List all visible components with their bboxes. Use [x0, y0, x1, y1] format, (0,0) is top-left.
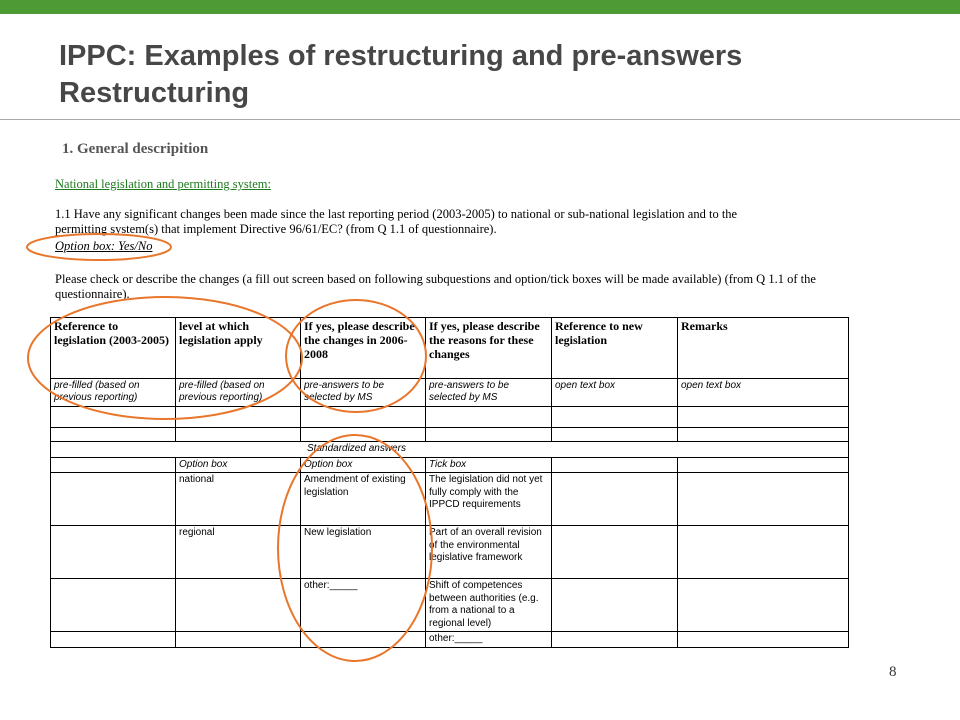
answer-level: regional: [176, 526, 301, 579]
option-box-yes-no: Option box: Yes/No: [55, 239, 153, 253]
table-cell: [176, 407, 301, 428]
table-cell: [552, 457, 678, 473]
table-cell: [552, 473, 678, 526]
table-cell: [552, 632, 678, 648]
cell-prefilled: pre-filled (based on previous reporting): [51, 379, 176, 407]
table-cell: [678, 457, 849, 473]
table-cell: [51, 473, 176, 526]
title-line-2: Restructuring: [59, 77, 250, 109]
answer-level: [176, 632, 301, 648]
table-row: [51, 579, 849, 632]
top-accent-bar: [0, 0, 960, 14]
answer-level: national: [176, 473, 301, 526]
answer-reason: Part of an overall revision of the environmental legislative framework: [426, 526, 552, 579]
table-row: [51, 442, 849, 458]
table-cell: [678, 579, 849, 632]
table-cell: [51, 526, 176, 579]
header-describe-reasons: If yes, please describe the reasons for these changes: [426, 318, 552, 379]
header-remarks: Remarks: [678, 318, 849, 379]
table-cell: [301, 428, 426, 442]
section-heading: 1. General descripition: [62, 141, 209, 157]
table-cell: [678, 473, 849, 526]
cell-open-text-box: open text box: [678, 379, 849, 407]
table-cell: [678, 407, 849, 428]
legislation-table-header-row: [51, 318, 849, 379]
page-number: 8: [889, 664, 897, 680]
table-row: [51, 407, 849, 428]
table-row: [51, 473, 849, 526]
table-row: [51, 379, 849, 407]
table-cell: [51, 407, 176, 428]
check-instruction-line-1: Please check or describe the changes (a fill out screen based on following subquestions and option/tick boxes will be made available) (from Q 1.1 of the: [55, 272, 816, 286]
table-cell: [552, 579, 678, 632]
cell-pre-answers: pre-answers to be selected by MS: [426, 379, 552, 407]
table-row: [51, 428, 849, 442]
table-cell: [426, 428, 552, 442]
table-cell: [678, 428, 849, 442]
header-reference-new-legislation: Reference to new legislation: [552, 318, 678, 379]
answer-reason: The legislation did not yet fully comply with the IPPCD requirements: [426, 473, 552, 526]
check-instruction-line-2: questionnaire).: [55, 287, 130, 301]
table-cell: [552, 407, 678, 428]
answer-change: [301, 632, 426, 648]
table-cell: [678, 526, 849, 579]
table-row: [51, 457, 849, 473]
header-reference-to-legislation: Reference to legislation (2003-2005): [51, 318, 176, 379]
table-cell: [51, 632, 176, 648]
table-cell: [51, 428, 176, 442]
cell-open-text-box: open text box: [552, 379, 678, 407]
answer-level: [176, 579, 301, 632]
type-tick-box: Tick box: [426, 457, 552, 473]
table-cell: [51, 457, 176, 473]
answer-reason: Shift of competences between authorities (e.g. from a national to a regional level): [426, 579, 552, 632]
table-row: [51, 526, 849, 579]
answer-change: New legislation: [301, 526, 426, 579]
table-row: [51, 632, 849, 648]
table-cell: [678, 632, 849, 648]
answer-change: Amendment of existing legislation: [301, 473, 426, 526]
answer-change: other:_____: [301, 579, 426, 632]
type-option-box: Option box: [301, 457, 426, 473]
cell-pre-answers: pre-answers to be selected by MS: [301, 379, 426, 407]
header-level-of-legislation: level at which legislation apply: [176, 318, 301, 379]
title-line-1: IPPC: Examples of restructuring and pre-answers: [59, 40, 743, 72]
table-cell: [552, 428, 678, 442]
answer-reason: other:_____: [426, 632, 552, 648]
table-cell: [176, 428, 301, 442]
title-divider: [0, 119, 960, 120]
table-cell: [51, 579, 176, 632]
type-option-box: Option box: [176, 457, 301, 473]
national-legislation-heading: National legislation and permitting system:: [55, 177, 271, 191]
cell-prefilled: pre-filled (based on previous reporting): [176, 379, 301, 407]
standardized-answers-title: Standardized answers: [51, 442, 849, 458]
question-1-1-line-1: 1.1 Have any significant changes been made since the last reporting period (2003-2005) to national or sub-national legislation and to the: [55, 207, 738, 221]
table-cell: [301, 407, 426, 428]
legislation-table: [50, 317, 849, 428]
page-title: [59, 38, 742, 112]
header-describe-changes: If yes, please describe the changes in 2006-2008: [301, 318, 426, 379]
standardized-answers-table: [50, 427, 849, 648]
question-1-1-line-2: permitting system(s) that implement Directive 96/61/EC? (from Q 1.1 of questionnaire).: [55, 222, 497, 236]
table-cell: [552, 526, 678, 579]
table-cell: [426, 407, 552, 428]
